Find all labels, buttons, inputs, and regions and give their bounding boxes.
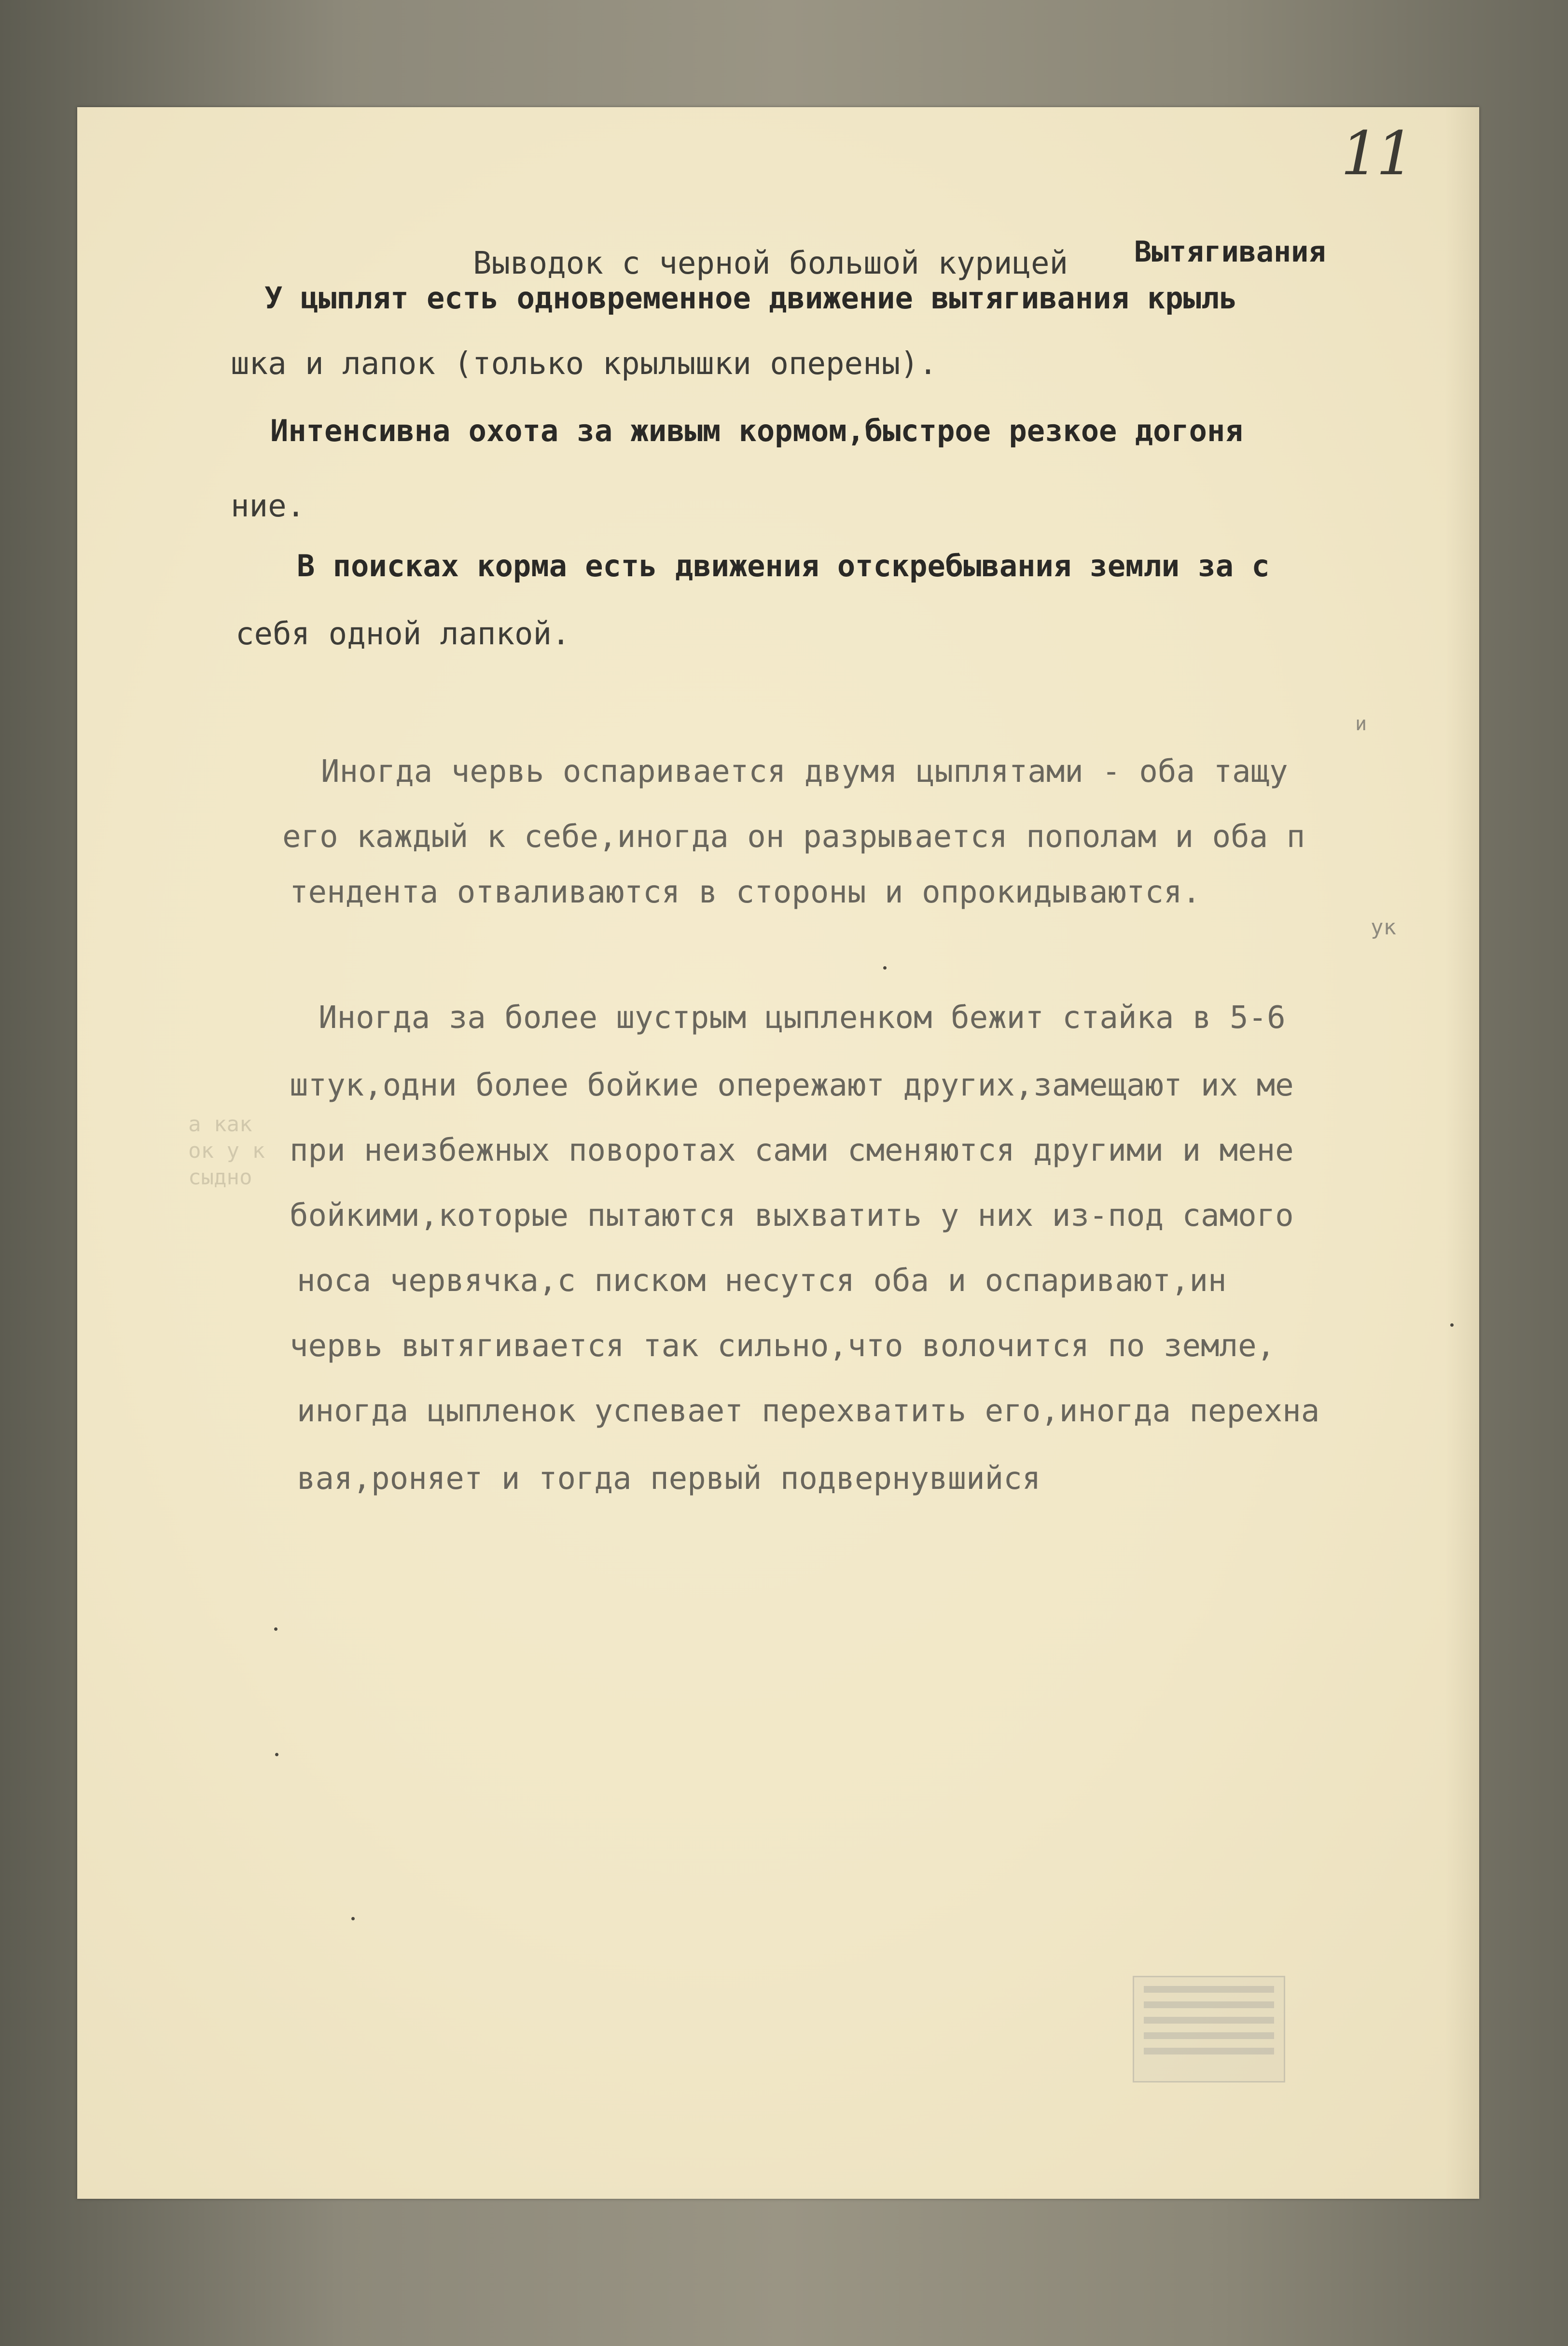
ink-speck: [351, 1917, 355, 1920]
p3-line-1: В поисках корма есть движения отскребывания земли за с: [297, 548, 1270, 583]
page-edge-shadow: [1445, 107, 1479, 2199]
p4-insert-above: и: [1355, 713, 1367, 735]
p4-margin-insert: ук: [1371, 915, 1396, 940]
p5-line-7: иногда цыпленок успевает перехватить его,иногда перехна: [297, 1393, 1320, 1429]
archive-stamp: [1133, 1976, 1285, 2082]
ink-speck: [275, 1753, 278, 1756]
ink-speck: [1450, 1323, 1454, 1327]
typed-page: [77, 107, 1479, 2199]
p1-line-2: шка и лапок (только крылышки оперены).: [231, 346, 938, 382]
p5-line-2: штук,одни более бойкие опережают других,замещают их ме: [290, 1068, 1294, 1103]
p4-line-2: его каждый к себе,иногда он разрывается пополам и оба п: [282, 819, 1305, 855]
p4-line-3: тендента отваливаются в стороны и опрокидываются.: [290, 875, 1201, 910]
p2-line-1: Интенсивна охота за живым кормом,быстрое резкое догоня: [270, 413, 1243, 448]
p1-line-1: У цыплят есть одновременное движение вытягивания крыль: [264, 280, 1237, 316]
document-title: Выводок с черной большой курицей: [473, 246, 1068, 281]
p5-line-4: бойкими,которые пытаются выхватить у них из-под самого: [290, 1198, 1294, 1234]
page-number: 11: [1341, 119, 1412, 189]
ink-speck: [274, 1627, 278, 1631]
p5-line-3: при неизбежных поворотах сами сменяются другими и мене: [290, 1133, 1294, 1168]
p5-line-1: Иногда за более шустрым цыпленком бежит стайка в 5-6: [319, 1000, 1286, 1036]
p5-line-6: червь вытягивается так сильно,что волочится по земле,: [290, 1328, 1276, 1364]
p5-line-8: вая,роняет и тогда первый подвернувшийся: [297, 1461, 1041, 1497]
p2-line-2: ние.: [231, 488, 305, 524]
p5-line-5: носа червячка,с писком несутся оба и оспаривают,ин: [297, 1263, 1227, 1299]
ink-speck: [883, 966, 887, 970]
title-annotation: Вытягивания: [1134, 235, 1326, 269]
p4-line-1: Иногда червь оспаривается двумя цыплятами - оба тащу: [321, 754, 1288, 790]
p3-line-2: себя одной лапкой.: [236, 616, 570, 652]
margin-bleed-through: а как ок у к сыдно: [188, 1112, 265, 1190]
